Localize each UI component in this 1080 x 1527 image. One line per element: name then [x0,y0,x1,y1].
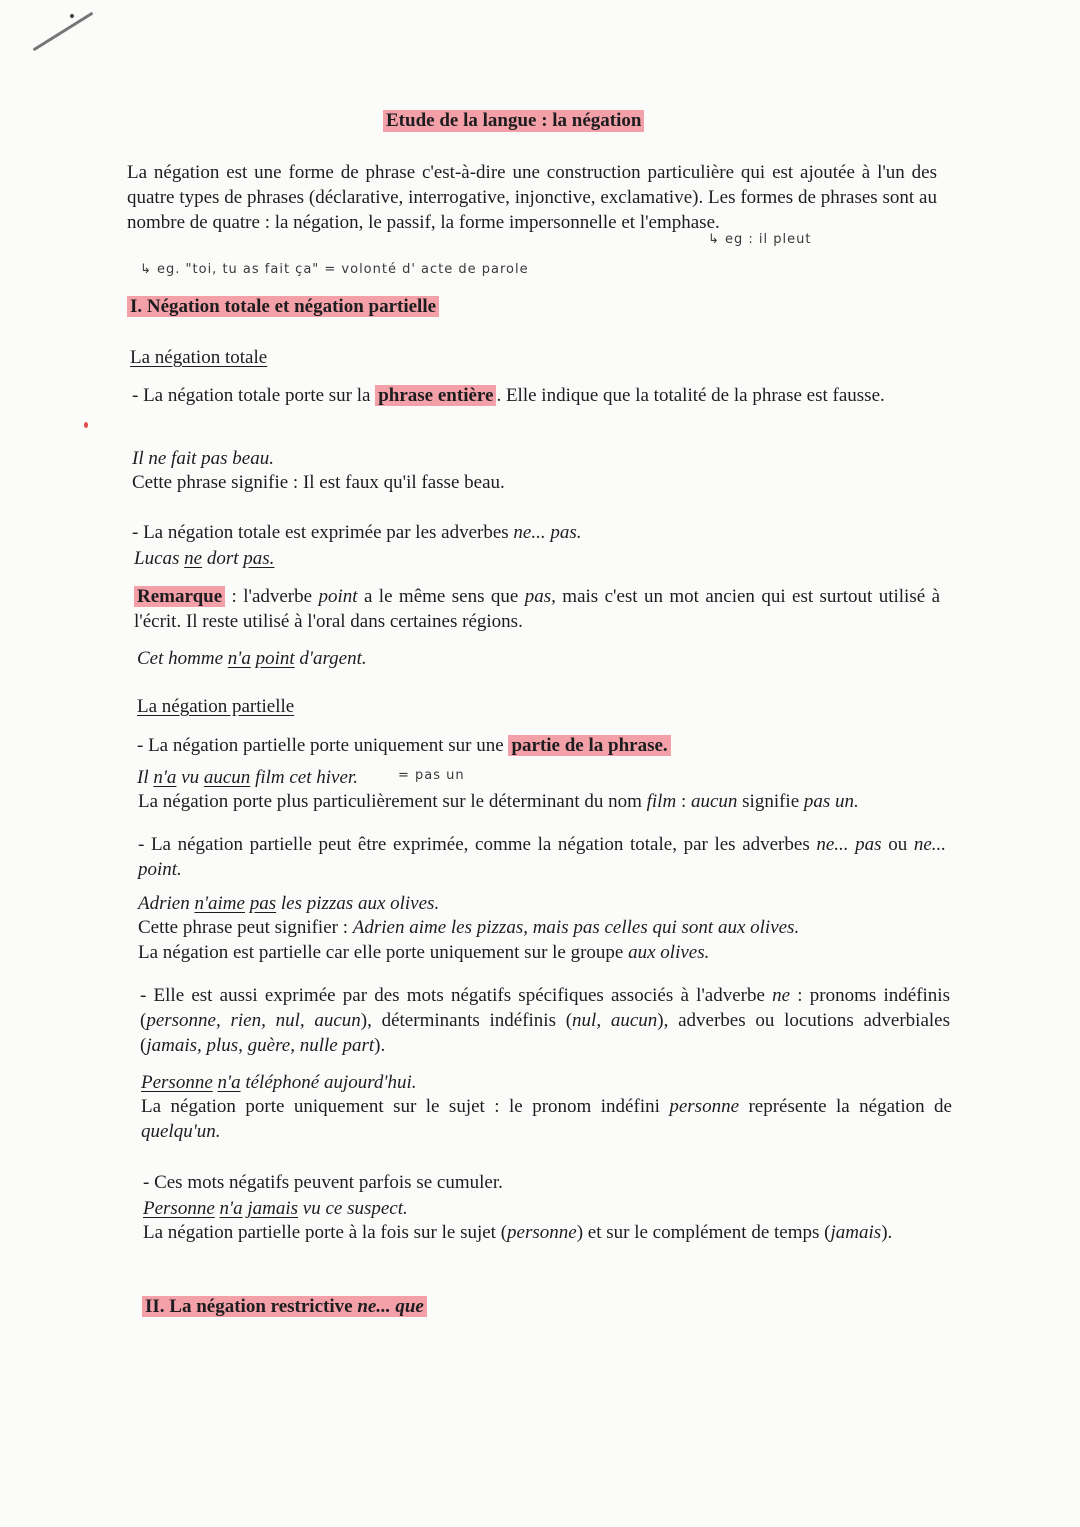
example-sentence: Adrien n'aime pas les pizzas aux olives. [138,893,440,914]
example-sentence: Il ne fait pas beau. [132,448,274,469]
remark-label: Remarque [134,586,225,607]
section-heading: II. La négation restrictive ne... que [142,1294,427,1319]
example-gloss: Cette phrase signifie : Il est faux qu'il fasse beau. [132,472,505,493]
paragraph: - Ces mots négatifs peuvent parfois se cumuler. [143,1172,503,1193]
example-sentence: Personne n'a jamais vu ce suspect. [143,1198,408,1219]
handwritten-note: ↳ eg : il pleut [708,232,812,247]
example-gloss: La négation porte plus particulièrement sur le déterminant du nom film : aucun signifie pas un. [138,791,859,812]
remark-paragraph: Remarque : l'adverbe point a le même sens que pas, mais c'est un mot ancien qui est surtout utilisé à l'écrit. Il reste utilisé à l'oral dans certaines régions. [134,586,940,632]
page-title: Etude de la langue : la négation [383,110,644,132]
example-sentence: Il n'a vu aucun film cet hiver. [137,767,358,788]
example-sentence: Personne n'a téléphoné aujourd'hui. [141,1072,417,1093]
example-gloss: Cette phrase peut signifier : Adrien aime les pizzas, mais pas celles qui sont aux olives. [138,917,800,938]
paragraph: - Elle est aussi exprimée par des mots négatifs spécifiques associés à l'adverbe ne : pronoms indéfinis (personne, rien, nul, aucun), déterminants indéfinis (nul, aucun), adverbes ou locutions adverbiales (jamais, plus, guère, nulle part). [140,985,951,1056]
example-gloss: La négation est partielle car elle porte uniquement sur le groupe aux olives. [138,942,710,963]
paragraph: - La négation totale est exprimée par les adverbes ne... pas. [132,522,582,543]
handwritten-note: = pas un [398,768,465,783]
example-gloss: La négation partielle porte à la fois sur le sujet (personne) et sur le complément de temps (jamais). [143,1222,893,1243]
paragraph: - La négation partielle porte uniquement sur une partie de la phrase. [137,733,671,758]
example-gloss: La négation porte uniquement sur le sujet : le pronom indéfini personne représente la négation de quelqu'un. [141,1096,952,1142]
example-sentence: Lucas ne dort pas. [134,548,275,569]
paragraph: - La négation totale porte sur la phrase entière . Elle indique que la totalité de la phrase est fausse. [132,385,885,406]
example-sentence: Cet homme n'a point d'argent. [137,648,367,669]
subheading: La négation totale [130,347,268,368]
ink-dot [70,14,74,18]
pen-stroke [33,12,94,52]
intro-paragraph: La négation est une forme de phrase c'est-à-dire une construction particulière qui est ajoutée à l'un des quatre types de phrases (déclarative, interrogative, injonctive, exclamative). Les formes de phrases sont au nombre de quatre : la négation, le passif, la forme impersonnelle et l'emphase. [127,162,937,233]
ink-dot [84,422,88,428]
handwritten-note: ↳ eg. "toi, tu as fait ça" = volonté d' acte de parole [140,262,529,277]
section-heading: I. Négation totale et négation partielle [127,294,439,319]
subheading: La négation partielle [137,696,295,717]
paragraph: - La négation partielle peut être exprimée, comme la négation totale, par les adverbes ne... pas ou ne... point. [138,834,947,880]
